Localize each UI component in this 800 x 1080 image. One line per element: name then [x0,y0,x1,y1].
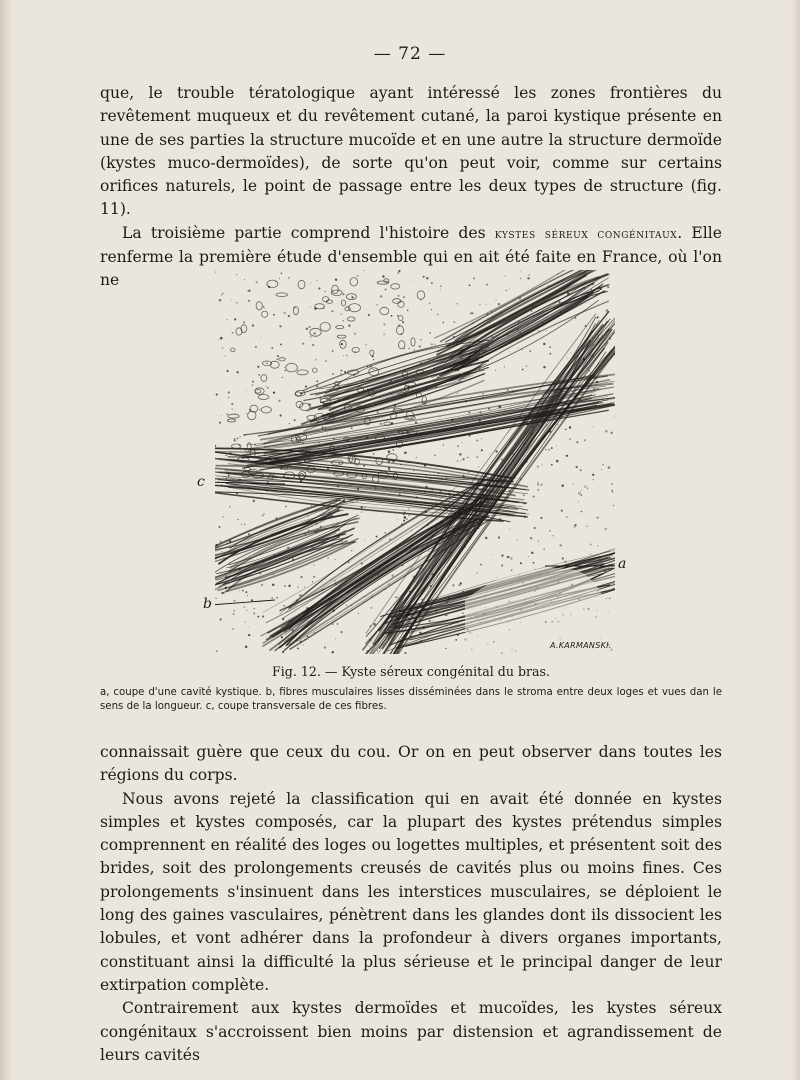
text-block-bottom [100,741,722,1067]
paragraph-text: La troisième partie comprend l'histoire des [122,223,495,242]
figure-caption: Fig. 12. — Kyste séreux congénital du bras. [272,664,550,679]
figure-label-c: c [197,474,205,490]
paragraph: Contrairement aux kystes dermoïdes et mucoïdes, les kystes séreux congénitaux s'accroissent bien moins par distension et agrandissement de leurs cavités [100,999,722,1064]
figure-legend: a, coupe d'une cavité kystique. b, fibres musculaires lisses disséminées dans le stroma entre deux loges et vues dan le sens de la longueur. c, coupe transversale de ces fibres. [100,687,722,712]
figure-label-a: a [618,556,627,572]
paragraph: connaissait guère que ceux du cou. Or on en peut observer dans toutes les régions du corps. [100,743,722,785]
small-caps-term: kystes séreux congénitaux [494,226,678,242]
figure-label-b: b [203,596,212,612]
paragraph: Nous avons rejeté la classification qui en avait été donnée en kystes simples et kystes composés, car la plupart des kystes prétendus simples comprennent en réalité des loges ou logettes multiples, et présentent soit des brides, soit des prolongements creusés de cavités plus ou moins fines. Ces prolongements s'insinuent dans les interstices musculaires, se déploient le long des gaines vasculaires, pénètrent dans les glandes dont ils dissocient les lobules, et vont adhérer dans la profondeur à divers organes importants, constituant ainsi la difficulté la plus sérieuse et le principal danger de leur extirpation complète. [100,789,722,994]
page-edge-shadow-right [790,0,800,1080]
histology-engraving [215,270,615,654]
engraver-signature: A.KARMANSKI. [550,641,612,650]
page-number: — 72 — [373,44,447,64]
paragraph-text: . Elle renferme la première étude d'ensemble qui en ait été faite en France, où l'on ne [100,223,722,290]
page-edge-shadow-left [0,0,12,1080]
paragraph: que, le trouble tératologique ayant intéressé les zones frontières du revêtement muqueux et du revêtement cutané, la paroi kystique présente en une de ses parties la structure mucoïde et en une autre la structure dermoïde (kystes muco-dermoïdes), de sorte qu'on peut voir, comme sur certains orifices naturels, le point de passage entre les deux types de structure (fig. 11). [100,84,722,219]
text-block-top [100,82,722,293]
figure-illustration [215,270,615,654]
